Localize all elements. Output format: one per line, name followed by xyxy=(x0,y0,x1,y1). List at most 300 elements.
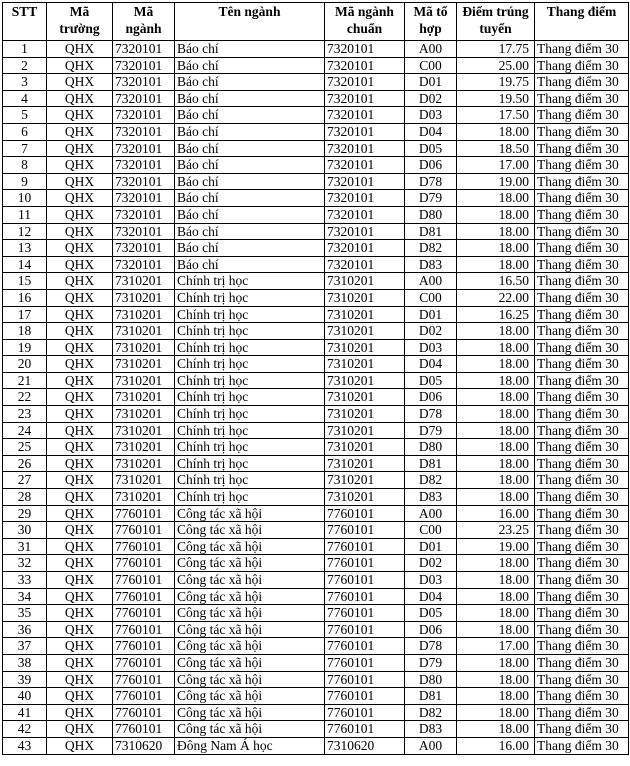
table-row xyxy=(3,638,629,655)
table-row xyxy=(3,588,629,605)
row-admission-score: 18.00 xyxy=(457,223,535,240)
row-admission-score: 18.00 xyxy=(457,256,535,273)
row-stt: 13 xyxy=(3,240,47,257)
row-major-name: Chính trị học xyxy=(175,439,325,456)
row-standard-major-code: 7760101 xyxy=(325,688,405,705)
row-stt: 12 xyxy=(3,223,47,240)
row-admission-score: 18.00 xyxy=(457,704,535,721)
row-score-scale: Thang điểm 30 xyxy=(535,472,629,489)
row-subject-combination: D79 xyxy=(405,422,457,439)
row-stt: 22 xyxy=(3,389,47,406)
row-standard-major-code: 7320101 xyxy=(325,74,405,91)
row-standard-major-code: 7320101 xyxy=(325,140,405,157)
row-score-scale: Thang điểm 30 xyxy=(535,572,629,589)
row-subject-combination: A00 xyxy=(405,41,457,58)
row-score-scale: Thang điểm 30 xyxy=(535,688,629,705)
row-subject-combination: D02 xyxy=(405,555,457,572)
row-subject-combination: A00 xyxy=(405,273,457,290)
table-row xyxy=(3,57,629,74)
row-school-code: QHX xyxy=(47,173,113,190)
row-score-scale: Thang điểm 30 xyxy=(535,721,629,738)
row-school-code: QHX xyxy=(47,422,113,439)
row-admission-score: 18.00 xyxy=(457,654,535,671)
row-admission-score: 18.00 xyxy=(457,472,535,489)
row-admission-score: 18.00 xyxy=(457,721,535,738)
row-major-code: 7760101 xyxy=(113,605,175,622)
row-admission-score: 18.00 xyxy=(457,621,535,638)
row-school-code: QHX xyxy=(47,273,113,290)
row-stt: 20 xyxy=(3,356,47,373)
row-stt: 4 xyxy=(3,90,47,107)
row-major-code: 7310201 xyxy=(113,273,175,290)
row-major-code: 7320101 xyxy=(113,190,175,207)
row-school-code: QHX xyxy=(47,489,113,506)
row-score-scale: Thang điểm 30 xyxy=(535,406,629,423)
table-row xyxy=(3,455,629,472)
row-school-code: QHX xyxy=(47,372,113,389)
row-stt: 36 xyxy=(3,621,47,638)
row-stt: 30 xyxy=(3,522,47,539)
row-standard-major-code: 7310201 xyxy=(325,339,405,356)
row-score-scale: Thang điểm 30 xyxy=(535,190,629,207)
table-row xyxy=(3,323,629,340)
row-standard-major-code: 7310201 xyxy=(325,472,405,489)
row-standard-major-code: 7310201 xyxy=(325,389,405,406)
row-major-name: Báo chí xyxy=(175,107,325,124)
row-major-name: Công tác xã hội xyxy=(175,721,325,738)
row-score-scale: Thang điểm 30 xyxy=(535,356,629,373)
row-stt: 23 xyxy=(3,406,47,423)
row-subject-combination: D01 xyxy=(405,538,457,555)
row-admission-score: 16.50 xyxy=(457,273,535,290)
row-standard-major-code: 7760101 xyxy=(325,555,405,572)
row-school-code: QHX xyxy=(47,704,113,721)
table-row xyxy=(3,704,629,721)
row-score-scale: Thang điểm 30 xyxy=(535,522,629,539)
row-stt: 33 xyxy=(3,572,47,589)
row-major-name: Công tác xã hội xyxy=(175,671,325,688)
row-major-code: 7310201 xyxy=(113,439,175,456)
row-standard-major-code: 7320101 xyxy=(325,90,405,107)
row-stt: 15 xyxy=(3,273,47,290)
row-stt: 2 xyxy=(3,57,47,74)
table-row xyxy=(3,173,629,190)
row-school-code: QHX xyxy=(47,206,113,223)
row-standard-major-code: 7310201 xyxy=(325,289,405,306)
row-subject-combination: D82 xyxy=(405,472,457,489)
row-subject-combination: D06 xyxy=(405,621,457,638)
row-score-scale: Thang điểm 30 xyxy=(535,422,629,439)
row-admission-score: 18.00 xyxy=(457,555,535,572)
row-subject-combination: D81 xyxy=(405,223,457,240)
row-major-name: Chính trị học xyxy=(175,273,325,290)
table-body xyxy=(3,41,629,755)
row-school-code: QHX xyxy=(47,638,113,655)
row-school-code: QHX xyxy=(47,621,113,638)
table-row xyxy=(3,289,629,306)
row-major-code: 7320101 xyxy=(113,157,175,174)
row-standard-major-code: 7310201 xyxy=(325,273,405,290)
row-major-code: 7310620 xyxy=(113,737,175,754)
row-major-name: Chính trị học xyxy=(175,356,325,373)
row-stt: 16 xyxy=(3,289,47,306)
row-major-code: 7760101 xyxy=(113,721,175,738)
row-standard-major-code: 7310201 xyxy=(325,489,405,506)
row-major-code: 7310201 xyxy=(113,489,175,506)
row-stt: 6 xyxy=(3,123,47,140)
row-stt: 34 xyxy=(3,588,47,605)
row-stt: 25 xyxy=(3,439,47,456)
row-score-scale: Thang điểm 30 xyxy=(535,107,629,124)
row-admission-score: 16.00 xyxy=(457,505,535,522)
row-standard-major-code: 7320101 xyxy=(325,256,405,273)
row-subject-combination: D82 xyxy=(405,704,457,721)
row-major-name: Chính trị học xyxy=(175,323,325,340)
table-row xyxy=(3,206,629,223)
row-stt: 7 xyxy=(3,140,47,157)
row-school-code: QHX xyxy=(47,654,113,671)
row-major-name: Chính trị học xyxy=(175,489,325,506)
row-subject-combination: D01 xyxy=(405,306,457,323)
row-standard-major-code: 7310201 xyxy=(325,372,405,389)
row-score-scale: Thang điểm 30 xyxy=(535,439,629,456)
table-row xyxy=(3,74,629,91)
table-row xyxy=(3,572,629,589)
header-major-code: Mã ngành xyxy=(113,3,175,41)
row-major-code: 7760101 xyxy=(113,704,175,721)
row-subject-combination: D04 xyxy=(405,588,457,605)
row-major-name: Báo chí xyxy=(175,123,325,140)
row-admission-score: 18.00 xyxy=(457,489,535,506)
row-stt: 24 xyxy=(3,422,47,439)
table-row xyxy=(3,273,629,290)
row-major-name: Báo chí xyxy=(175,173,325,190)
row-major-code: 7320101 xyxy=(113,41,175,58)
row-major-name: Công tác xã hội xyxy=(175,555,325,572)
row-admission-score: 18.00 xyxy=(457,406,535,423)
row-admission-score: 18.00 xyxy=(457,688,535,705)
table-row xyxy=(3,107,629,124)
row-major-code: 7320101 xyxy=(113,90,175,107)
row-major-code: 7760101 xyxy=(113,505,175,522)
row-major-name: Báo chí xyxy=(175,206,325,223)
table-row xyxy=(3,654,629,671)
table-row xyxy=(3,123,629,140)
row-subject-combination: C00 xyxy=(405,57,457,74)
row-subject-combination: D06 xyxy=(405,389,457,406)
row-admission-score: 18.00 xyxy=(457,588,535,605)
row-school-code: QHX xyxy=(47,455,113,472)
row-admission-score: 19.00 xyxy=(457,538,535,555)
row-major-code: 7310201 xyxy=(113,289,175,306)
row-subject-combination: A00 xyxy=(405,505,457,522)
table-row xyxy=(3,372,629,389)
row-standard-major-code: 7320101 xyxy=(325,223,405,240)
row-subject-combination: D78 xyxy=(405,406,457,423)
row-school-code: QHX xyxy=(47,107,113,124)
table-row xyxy=(3,157,629,174)
row-major-name: Công tác xã hội xyxy=(175,621,325,638)
row-school-code: QHX xyxy=(47,522,113,539)
row-subject-combination: C00 xyxy=(405,289,457,306)
row-major-code: 7320101 xyxy=(113,206,175,223)
row-admission-score: 25.00 xyxy=(457,57,535,74)
row-major-name: Công tác xã hội xyxy=(175,572,325,589)
row-subject-combination: D79 xyxy=(405,654,457,671)
table-row xyxy=(3,306,629,323)
row-major-code: 7320101 xyxy=(113,223,175,240)
row-standard-major-code: 7310620 xyxy=(325,737,405,754)
row-school-code: QHX xyxy=(47,289,113,306)
row-subject-combination: D78 xyxy=(405,638,457,655)
table-row xyxy=(3,737,629,754)
row-admission-score: 18.00 xyxy=(457,190,535,207)
row-standard-major-code: 7760101 xyxy=(325,605,405,622)
row-admission-score: 18.00 xyxy=(457,572,535,589)
row-subject-combination: D05 xyxy=(405,140,457,157)
row-subject-combination: C00 xyxy=(405,522,457,539)
row-school-code: QHX xyxy=(47,57,113,74)
row-major-name: Báo chí xyxy=(175,74,325,91)
row-score-scale: Thang điểm 30 xyxy=(535,240,629,257)
row-major-code: 7310201 xyxy=(113,422,175,439)
row-major-name: Chính trị học xyxy=(175,422,325,439)
row-major-name: Báo chí xyxy=(175,57,325,74)
row-score-scale: Thang điểm 30 xyxy=(535,505,629,522)
row-major-name: Chính trị học xyxy=(175,406,325,423)
row-school-code: QHX xyxy=(47,505,113,522)
table-row xyxy=(3,522,629,539)
row-major-name: Báo chí xyxy=(175,157,325,174)
row-stt: 14 xyxy=(3,256,47,273)
row-standard-major-code: 7320101 xyxy=(325,123,405,140)
row-school-code: QHX xyxy=(47,721,113,738)
header-stt: STT xyxy=(3,3,47,41)
row-admission-score: 19.00 xyxy=(457,173,535,190)
row-standard-major-code: 7320101 xyxy=(325,173,405,190)
row-stt: 10 xyxy=(3,190,47,207)
row-subject-combination: D83 xyxy=(405,489,457,506)
row-major-code: 7760101 xyxy=(113,654,175,671)
row-subject-combination: D81 xyxy=(405,688,457,705)
row-admission-score: 18.00 xyxy=(457,372,535,389)
row-stt: 41 xyxy=(3,704,47,721)
row-score-scale: Thang điểm 30 xyxy=(535,737,629,754)
row-major-code: 7760101 xyxy=(113,621,175,638)
row-admission-score: 17.50 xyxy=(457,107,535,124)
row-stt: 28 xyxy=(3,489,47,506)
row-admission-score: 18.00 xyxy=(457,123,535,140)
table-row xyxy=(3,439,629,456)
row-score-scale: Thang điểm 30 xyxy=(535,389,629,406)
row-major-code: 7310201 xyxy=(113,389,175,406)
row-stt: 3 xyxy=(3,74,47,91)
row-major-code: 7310201 xyxy=(113,455,175,472)
row-standard-major-code: 7310201 xyxy=(325,306,405,323)
row-stt: 39 xyxy=(3,671,47,688)
row-score-scale: Thang điểm 30 xyxy=(535,323,629,340)
table-row xyxy=(3,621,629,638)
row-standard-major-code: 7320101 xyxy=(325,57,405,74)
row-standard-major-code: 7320101 xyxy=(325,41,405,58)
row-admission-score: 22.00 xyxy=(457,289,535,306)
row-school-code: QHX xyxy=(47,41,113,58)
row-subject-combination: D83 xyxy=(405,721,457,738)
row-school-code: QHX xyxy=(47,339,113,356)
row-major-name: Công tác xã hội xyxy=(175,654,325,671)
table-row xyxy=(3,671,629,688)
row-admission-score: 18.00 xyxy=(457,389,535,406)
row-admission-score: 17.00 xyxy=(457,638,535,655)
row-major-name: Chính trị học xyxy=(175,389,325,406)
row-school-code: QHX xyxy=(47,356,113,373)
table-row xyxy=(3,505,629,522)
row-major-name: Chính trị học xyxy=(175,339,325,356)
row-standard-major-code: 7760101 xyxy=(325,638,405,655)
row-school-code: QHX xyxy=(47,555,113,572)
row-standard-major-code: 7320101 xyxy=(325,157,405,174)
row-stt: 9 xyxy=(3,173,47,190)
row-admission-score: 17.75 xyxy=(457,41,535,58)
row-admission-score: 18.00 xyxy=(457,439,535,456)
row-school-code: QHX xyxy=(47,157,113,174)
row-school-code: QHX xyxy=(47,223,113,240)
row-standard-major-code: 7310201 xyxy=(325,455,405,472)
row-major-code: 7310201 xyxy=(113,372,175,389)
row-stt: 21 xyxy=(3,372,47,389)
row-score-scale: Thang điểm 30 xyxy=(535,638,629,655)
row-major-code: 7760101 xyxy=(113,688,175,705)
row-major-code: 7760101 xyxy=(113,522,175,539)
row-school-code: QHX xyxy=(47,588,113,605)
row-subject-combination: D03 xyxy=(405,339,457,356)
row-major-code: 7760101 xyxy=(113,588,175,605)
row-standard-major-code: 7760101 xyxy=(325,704,405,721)
table-row xyxy=(3,555,629,572)
row-admission-score: 19.50 xyxy=(457,90,535,107)
row-score-scale: Thang điểm 30 xyxy=(535,339,629,356)
row-score-scale: Thang điểm 30 xyxy=(535,704,629,721)
header-school-code: Mã trường xyxy=(47,3,113,41)
row-score-scale: Thang điểm 30 xyxy=(535,57,629,74)
row-standard-major-code: 7760101 xyxy=(325,505,405,522)
row-major-code: 7320101 xyxy=(113,74,175,91)
row-standard-major-code: 7760101 xyxy=(325,671,405,688)
row-stt: 1 xyxy=(3,41,47,58)
row-standard-major-code: 7310201 xyxy=(325,323,405,340)
row-major-name: Báo chí xyxy=(175,190,325,207)
row-score-scale: Thang điểm 30 xyxy=(535,90,629,107)
row-stt: 38 xyxy=(3,654,47,671)
row-subject-combination: D05 xyxy=(405,372,457,389)
table-row xyxy=(3,389,629,406)
row-stt: 17 xyxy=(3,306,47,323)
row-score-scale: Thang điểm 30 xyxy=(535,256,629,273)
row-score-scale: Thang điểm 30 xyxy=(535,140,629,157)
row-school-code: QHX xyxy=(47,406,113,423)
row-admission-score: 18.00 xyxy=(457,605,535,622)
row-admission-score: 18.00 xyxy=(457,206,535,223)
row-major-name: Công tác xã hội xyxy=(175,638,325,655)
row-school-code: QHX xyxy=(47,306,113,323)
row-score-scale: Thang điểm 30 xyxy=(535,289,629,306)
row-major-code: 7760101 xyxy=(113,671,175,688)
row-school-code: QHX xyxy=(47,190,113,207)
row-stt: 26 xyxy=(3,455,47,472)
row-major-name: Công tác xã hội xyxy=(175,538,325,555)
table-row xyxy=(3,406,629,423)
table-row xyxy=(3,190,629,207)
row-standard-major-code: 7760101 xyxy=(325,654,405,671)
row-school-code: QHX xyxy=(47,439,113,456)
row-standard-major-code: 7760101 xyxy=(325,538,405,555)
row-subject-combination: D80 xyxy=(405,439,457,456)
row-admission-score: 18.00 xyxy=(457,356,535,373)
row-major-code: 7320101 xyxy=(113,107,175,124)
row-score-scale: Thang điểm 30 xyxy=(535,206,629,223)
row-major-name: Công tác xã hội xyxy=(175,688,325,705)
row-standard-major-code: 7310201 xyxy=(325,406,405,423)
header-standard-major-code: Mã ngành chuẩn xyxy=(325,3,405,41)
row-major-name: Báo chí xyxy=(175,223,325,240)
row-subject-combination: D78 xyxy=(405,173,457,190)
table-row xyxy=(3,605,629,622)
table-row xyxy=(3,688,629,705)
row-major-code: 7310201 xyxy=(113,406,175,423)
row-school-code: QHX xyxy=(47,256,113,273)
row-major-name: Báo chí xyxy=(175,140,325,157)
row-score-scale: Thang điểm 30 xyxy=(535,223,629,240)
row-standard-major-code: 7320101 xyxy=(325,240,405,257)
row-subject-combination: D79 xyxy=(405,190,457,207)
row-major-name: Công tác xã hội xyxy=(175,522,325,539)
row-stt: 27 xyxy=(3,472,47,489)
header-row xyxy=(3,3,629,41)
row-major-name: Công tác xã hội xyxy=(175,605,325,622)
row-major-code: 7760101 xyxy=(113,555,175,572)
row-major-code: 7310201 xyxy=(113,472,175,489)
row-admission-score: 17.00 xyxy=(457,157,535,174)
row-major-name: Công tác xã hội xyxy=(175,704,325,721)
row-score-scale: Thang điểm 30 xyxy=(535,173,629,190)
row-subject-combination: D80 xyxy=(405,206,457,223)
row-subject-combination: D05 xyxy=(405,605,457,622)
row-admission-score: 18.00 xyxy=(457,422,535,439)
row-score-scale: Thang điểm 30 xyxy=(535,123,629,140)
row-subject-combination: D03 xyxy=(405,572,457,589)
row-subject-combination: D82 xyxy=(405,240,457,257)
header-major-name: Tên ngành xyxy=(175,3,325,41)
row-standard-major-code: 7310201 xyxy=(325,422,405,439)
row-major-code: 7760101 xyxy=(113,572,175,589)
row-stt: 35 xyxy=(3,605,47,622)
row-major-code: 7310201 xyxy=(113,323,175,340)
row-school-code: QHX xyxy=(47,123,113,140)
row-stt: 19 xyxy=(3,339,47,356)
row-major-code: 7310201 xyxy=(113,306,175,323)
row-school-code: QHX xyxy=(47,605,113,622)
row-standard-major-code: 7320101 xyxy=(325,206,405,223)
row-stt: 11 xyxy=(3,206,47,223)
row-major-code: 7760101 xyxy=(113,638,175,655)
row-stt: 37 xyxy=(3,638,47,655)
row-subject-combination: D83 xyxy=(405,256,457,273)
row-school-code: QHX xyxy=(47,389,113,406)
row-major-code: 7310201 xyxy=(113,356,175,373)
table-row xyxy=(3,721,629,738)
row-admission-score: 16.25 xyxy=(457,306,535,323)
row-admission-score: 23.25 xyxy=(457,522,535,539)
